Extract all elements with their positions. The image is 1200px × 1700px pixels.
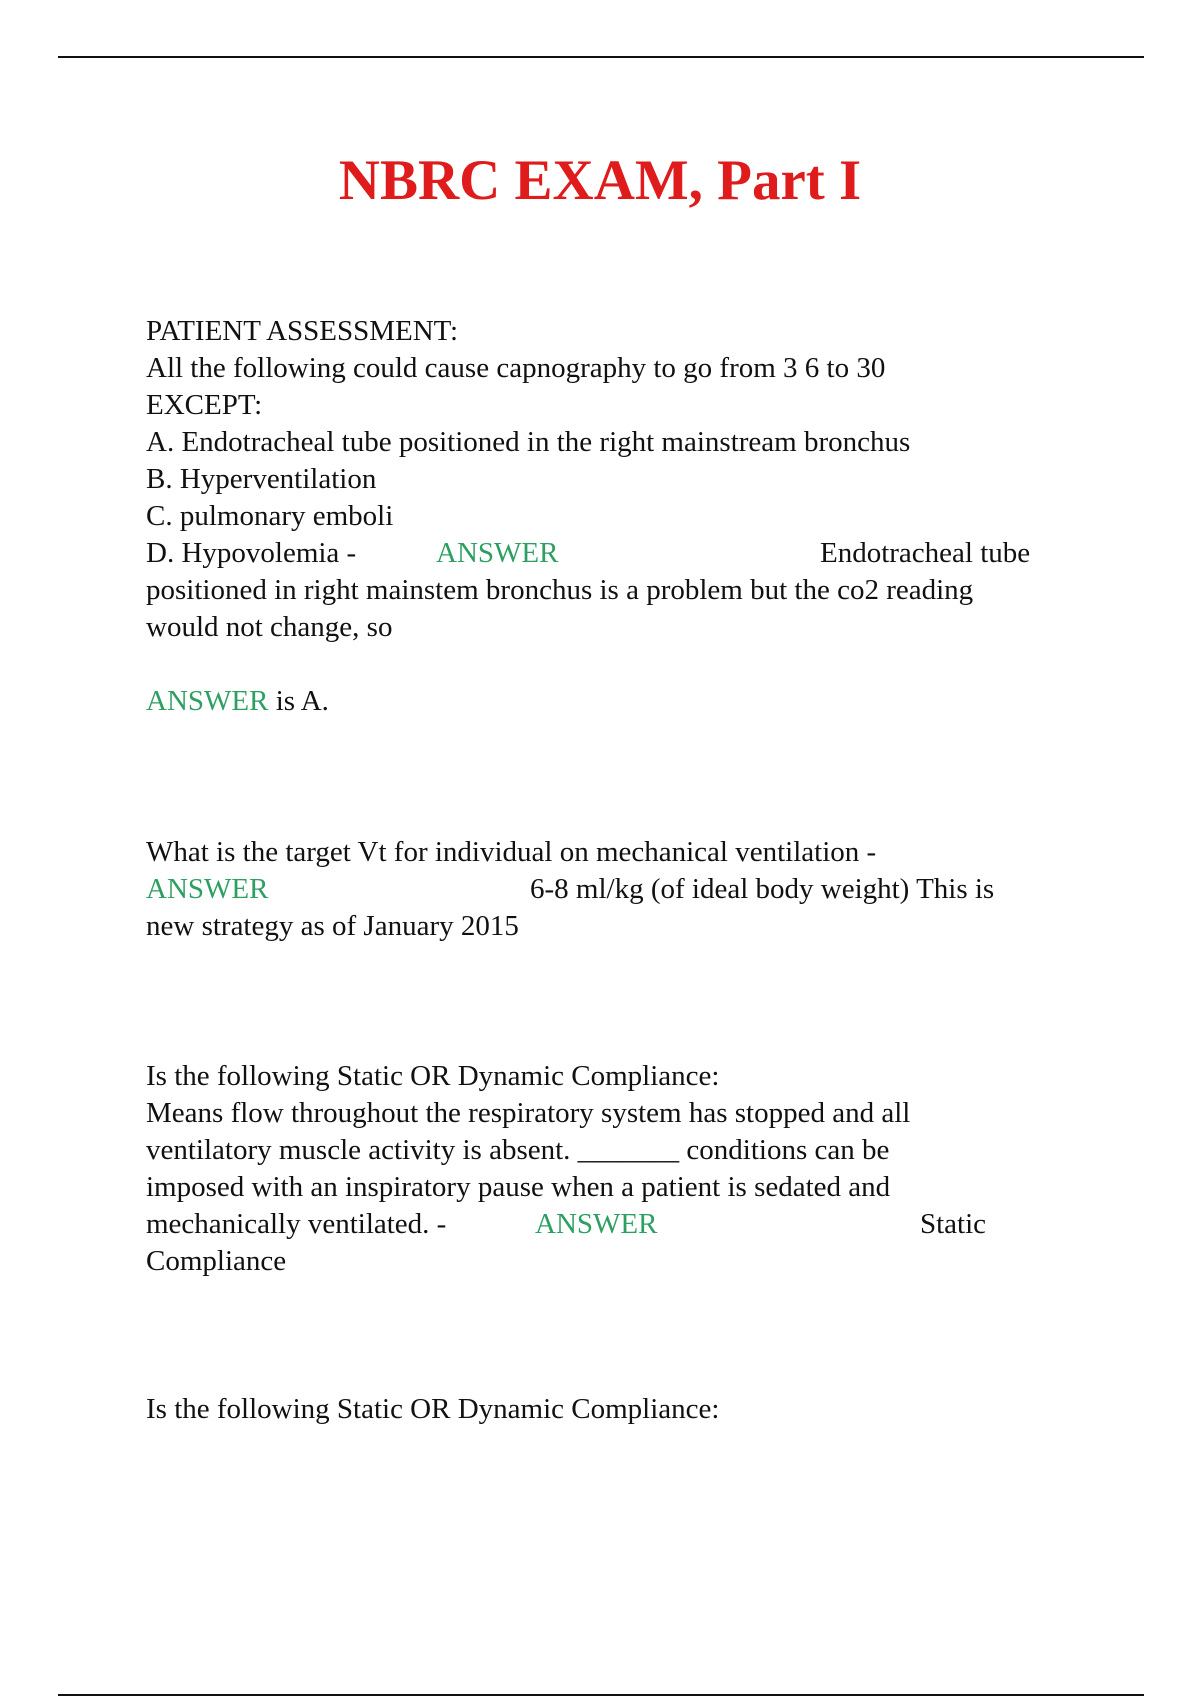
q1-final-answer-text: is A. <box>275 685 329 717</box>
q1-stem-line-1: All the following could cause capnography to go from 3 6 to 30 <box>146 352 886 384</box>
q3-stem-line-3: ventilatory muscle activity is absent. _______ conditions can be <box>146 1134 890 1166</box>
q2-answer-line-2: new strategy as of January 2015 <box>146 910 519 942</box>
q1-final-answer-label: ANSWER <box>146 685 269 717</box>
q3-answer-line-2: Compliance <box>146 1245 287 1277</box>
top-rule <box>58 56 1144 58</box>
q3-stem-line-5: mechanically ventilated. - <box>146 1208 447 1240</box>
q3-stem-line-4: imposed with an inspiratory pause when a patient is sedated and <box>146 1171 891 1203</box>
q1-final-answer <box>146 683 329 720</box>
q4-stem-line-1: Is the following Static OR Dynamic Compliance: <box>146 1393 720 1425</box>
q2-answer-line-1: 6-8 ml/kg (of ideal body weight) This is <box>530 873 995 905</box>
q2-answer-label: ANSWER <box>146 873 269 905</box>
q3-answer-line-1: Static <box>920 1208 987 1240</box>
section-heading: PATIENT ASSESSMENT: <box>146 315 459 347</box>
q3-stem-line-2: Means flow throughout the respiratory system has stopped and all <box>146 1097 911 1129</box>
bottom-rule <box>58 1694 1144 1696</box>
q3-answer-label: ANSWER <box>535 1208 658 1240</box>
q3-stem-line-1: Is the following Static OR Dynamic Compliance: <box>146 1060 720 1092</box>
page-title: NBRC EXAM, Part I <box>338 149 862 212</box>
q2-stem: What is the target Vt for individual on mechanical ventilation - <box>146 836 877 868</box>
q1-option-d: D. Hypovolemia - <box>146 537 357 569</box>
q1-explanation-line-3: would not change, so <box>146 611 393 643</box>
q1-option-c: C. pulmonary emboli <box>146 500 394 532</box>
q1-explanation-line-2: positioned in right mainstem bronchus is a problem but the co2 reading <box>146 574 974 606</box>
q1-option-a: A. Endotracheal tube positioned in the right mainstream bronchus <box>146 426 911 458</box>
q1-stem-line-2: EXCEPT: <box>146 389 263 421</box>
q1-answer-label: ANSWER <box>436 537 559 569</box>
q1-explanation-line-1: Endotracheal tube <box>820 537 1031 569</box>
q1-option-b: B. Hyperventilation <box>146 463 377 495</box>
